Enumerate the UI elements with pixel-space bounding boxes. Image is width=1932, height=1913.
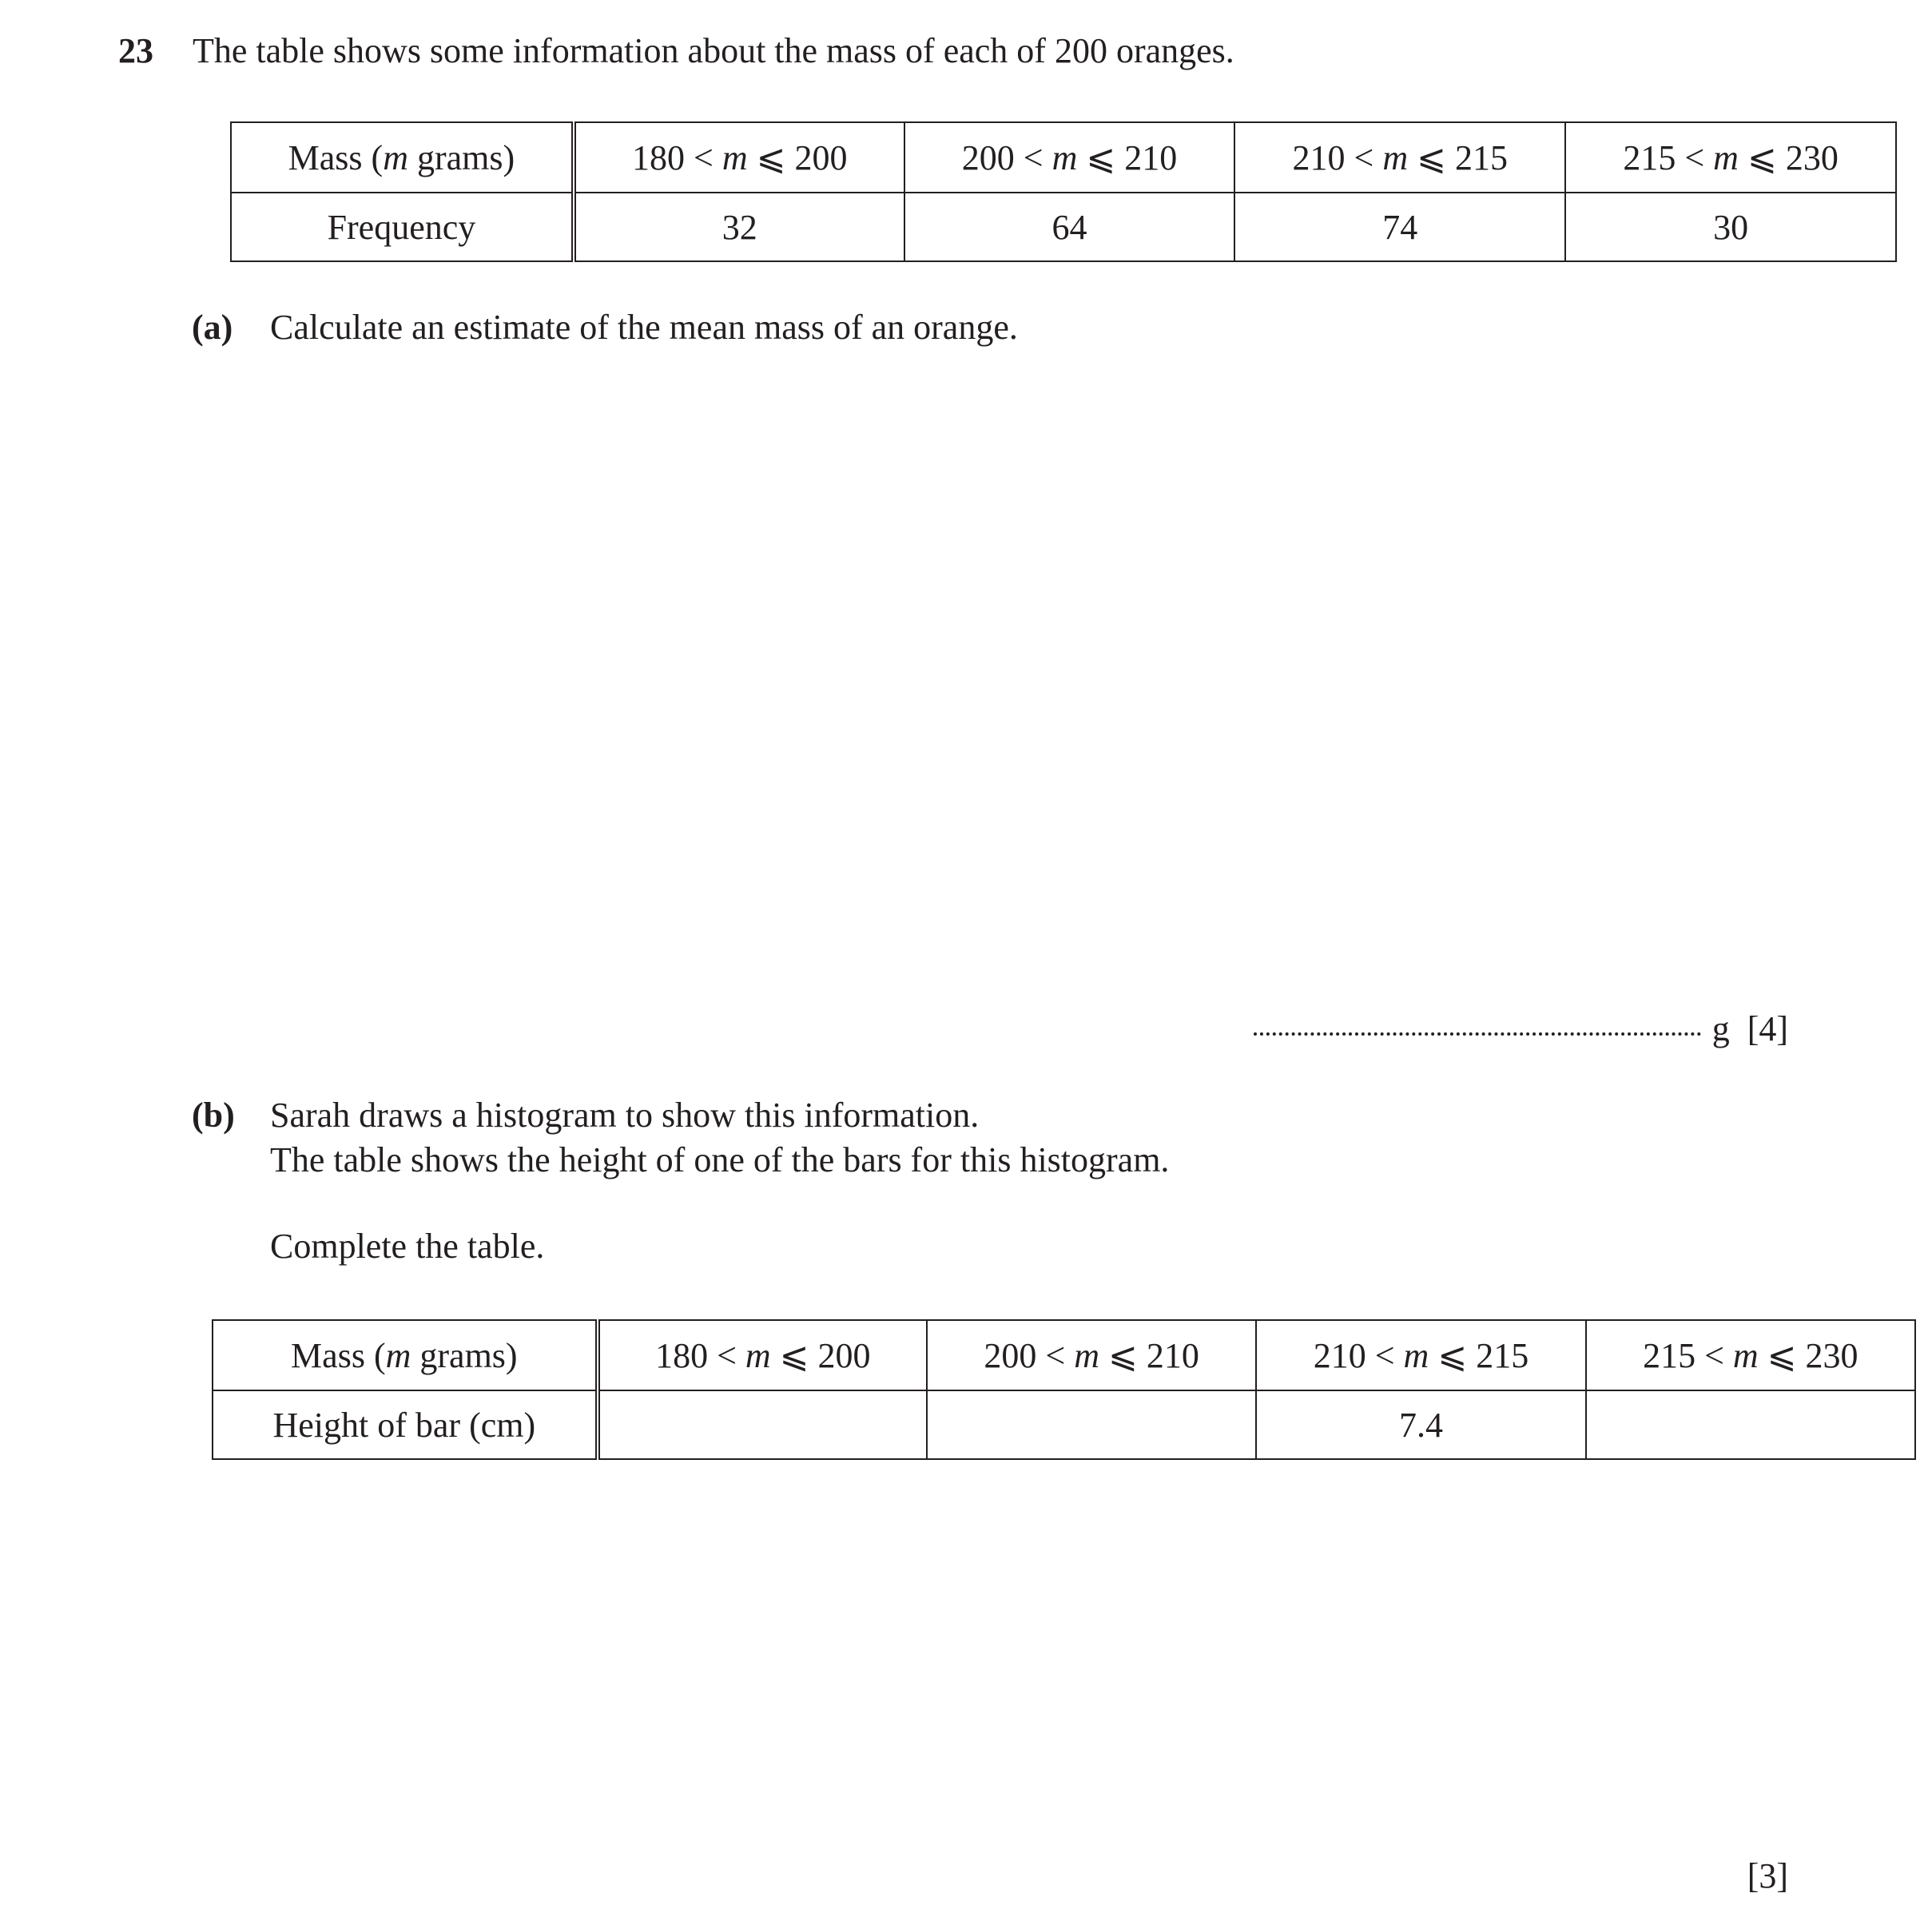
class-interval bbox=[574, 122, 904, 193]
class-lower: 215 bbox=[1643, 1335, 1696, 1375]
le-symbol: ⩽ bbox=[1747, 137, 1777, 177]
mass-header-pre: Mass ( bbox=[288, 137, 384, 177]
lt-symbol: < bbox=[1045, 1335, 1066, 1375]
le-symbol: ⩽ bbox=[1086, 137, 1116, 177]
class-interval bbox=[1586, 1320, 1915, 1390]
question-number: 23 bbox=[118, 31, 153, 70]
class-lower: 200 bbox=[961, 137, 1015, 177]
class-interval bbox=[1256, 1320, 1585, 1390]
class-interval bbox=[927, 1320, 1256, 1390]
class-lower: 200 bbox=[984, 1335, 1037, 1375]
class-lower: 210 bbox=[1292, 137, 1346, 177]
mass-header-var: m bbox=[385, 1335, 411, 1375]
class-var: m bbox=[1713, 137, 1739, 177]
class-interval bbox=[1565, 122, 1896, 193]
mass-header bbox=[213, 1320, 598, 1390]
height-cell-empty[interactable] bbox=[927, 1390, 1256, 1459]
frequency-cell: 32 bbox=[574, 193, 904, 261]
lt-symbol: < bbox=[693, 137, 714, 177]
frequency-cell: 30 bbox=[1565, 193, 1896, 261]
class-upper: 200 bbox=[794, 137, 848, 177]
lt-symbol: < bbox=[1354, 137, 1374, 177]
lt-symbol: < bbox=[1704, 1335, 1724, 1375]
lt-symbol: < bbox=[1684, 137, 1705, 177]
height-cell-empty[interactable] bbox=[598, 1390, 927, 1459]
class-var: m bbox=[745, 1335, 771, 1375]
class-lower: 180 bbox=[655, 1335, 709, 1375]
le-symbol: ⩽ bbox=[1437, 1335, 1468, 1375]
part-b-marks: [3] bbox=[1747, 1856, 1788, 1895]
part-b-line1: Sarah draws a histogram to show this information. bbox=[270, 1096, 980, 1135]
height-cell: 7.4 bbox=[1256, 1390, 1585, 1459]
frequency-row bbox=[231, 193, 1896, 261]
part-a-label: (a) bbox=[192, 308, 233, 347]
height-row bbox=[213, 1390, 1915, 1459]
answer-unit: g bbox=[1711, 1009, 1730, 1048]
class-lower: 180 bbox=[631, 137, 685, 177]
answer-dotted-line[interactable] bbox=[1254, 1029, 1701, 1036]
class-var: m bbox=[1074, 1335, 1099, 1375]
part-a-text: Calculate an estimate of the mean mass of an orange. bbox=[270, 308, 1018, 347]
le-symbol: ⩽ bbox=[1767, 1335, 1797, 1375]
class-interval bbox=[1234, 122, 1565, 193]
lt-symbol: < bbox=[1374, 1335, 1395, 1375]
mass-row bbox=[231, 122, 1896, 193]
mass-header-pre: Mass ( bbox=[291, 1335, 386, 1375]
class-var: m bbox=[1051, 137, 1078, 177]
class-var: m bbox=[1382, 137, 1409, 177]
class-upper: 210 bbox=[1146, 1335, 1199, 1375]
class-var: m bbox=[1403, 1335, 1429, 1375]
class-var: m bbox=[722, 137, 748, 177]
le-symbol: ⩽ bbox=[779, 1335, 809, 1375]
part-a-marks: [4] bbox=[1747, 1009, 1788, 1048]
class-upper: 215 bbox=[1476, 1335, 1529, 1375]
le-symbol: ⩽ bbox=[1417, 137, 1447, 177]
le-symbol: ⩽ bbox=[756, 137, 786, 177]
part-b-line2: The table shows the height of one of the bars for this histogram. bbox=[270, 1140, 1170, 1179]
mass-header-post: grams) bbox=[408, 137, 515, 177]
mass-header bbox=[231, 122, 574, 193]
mass-header-var: m bbox=[383, 137, 408, 177]
class-upper: 230 bbox=[1805, 1335, 1858, 1375]
histogram-table bbox=[212, 1319, 1916, 1460]
class-lower: 210 bbox=[1313, 1335, 1366, 1375]
question-text: The table shows some information about the mass of each of 200 oranges. bbox=[193, 31, 1234, 70]
class-lower: 215 bbox=[1623, 137, 1676, 177]
frequency-header: Frequency bbox=[231, 193, 574, 261]
lt-symbol: < bbox=[1023, 137, 1044, 177]
le-symbol: ⩽ bbox=[1108, 1335, 1138, 1375]
mass-header-post: grams) bbox=[411, 1335, 518, 1375]
height-header: Height of bar (cm) bbox=[213, 1390, 598, 1459]
frequency-table bbox=[230, 121, 1897, 262]
part-a-answer-line bbox=[1254, 1005, 1788, 1053]
class-upper: 230 bbox=[1785, 137, 1839, 177]
part-b-line3: Complete the table. bbox=[270, 1227, 545, 1266]
class-var: m bbox=[1732, 1335, 1759, 1375]
class-interval bbox=[598, 1320, 927, 1390]
class-upper: 210 bbox=[1124, 137, 1178, 177]
mass-row bbox=[213, 1320, 1915, 1390]
part-b-label: (b) bbox=[192, 1096, 235, 1135]
lt-symbol: < bbox=[717, 1335, 737, 1375]
class-interval bbox=[904, 122, 1235, 193]
frequency-cell: 64 bbox=[904, 193, 1235, 261]
height-cell-empty[interactable] bbox=[1586, 1390, 1915, 1459]
class-upper: 215 bbox=[1455, 137, 1509, 177]
frequency-cell: 74 bbox=[1234, 193, 1565, 261]
class-upper: 200 bbox=[817, 1335, 871, 1375]
